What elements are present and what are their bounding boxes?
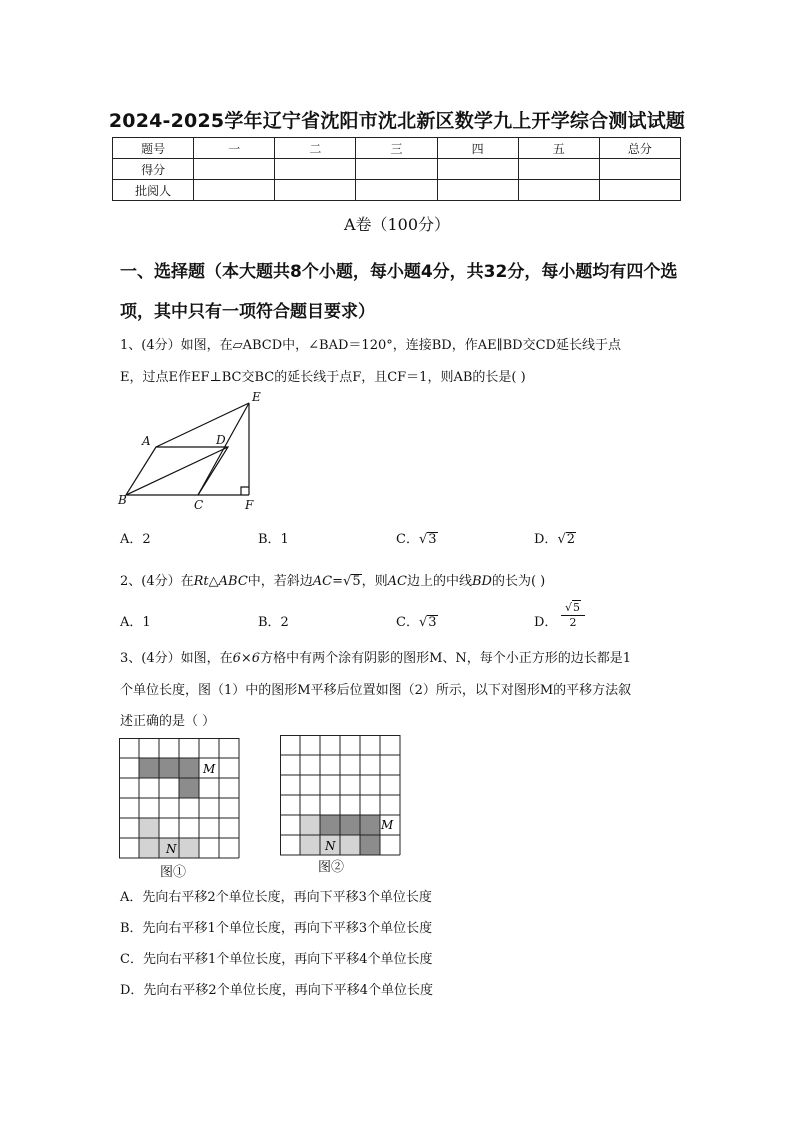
header-cell: 一 [194, 138, 275, 159]
q1-option-c[interactable] [396, 528, 438, 547]
grader-cell[interactable] [275, 180, 356, 201]
q1-line2: E，过点E作EF⊥BC交BC的延长线于点F，且CF＝1，则AB的长是( ) [120, 370, 526, 385]
q2-text: ，则 [361, 574, 388, 589]
q1-line1: 1、(4分）如图，在▱ABCD中，∠BAD＝120°，连接BD，作AE∥BD交CD延长线于点 [120, 338, 621, 353]
q3-line3: 述正确的是（ ） [120, 714, 216, 729]
header-cell: 题号 [113, 138, 194, 159]
radicand: 3 [428, 532, 437, 547]
page-title: 2024-2025学年辽宁省沈阳市沈北新区数学九上开学综合测试试题 [108, 110, 686, 132]
point-label-c: C [194, 498, 204, 512]
point-label-f: F [245, 498, 254, 512]
label-n: N [166, 842, 177, 856]
q3-option-b[interactable]: B．先向右平移1个单位长度，再向下平移3个单位长度 [120, 921, 433, 936]
volume-label: A卷（100分） [343, 215, 451, 234]
row-label: 批阅人 [113, 180, 194, 201]
q3-option-a[interactable]: A．先向右平移2个单位长度，再向下平移3个单位长度 [120, 890, 432, 905]
q2-triangle: Rt△ABC [193, 574, 248, 589]
label-n: N [325, 839, 336, 853]
q2-option-c[interactable] [396, 611, 438, 630]
q2-stem [120, 570, 545, 589]
q1-parallelogram-figure [112, 388, 272, 514]
grid-lines [119, 738, 239, 858]
shape-m-stem [360, 835, 380, 855]
q2-fraction [561, 600, 585, 630]
shape-m-stem [179, 778, 199, 798]
fraction-numerator [561, 600, 585, 616]
q3-text: 3、(4分）如图，在 [120, 651, 233, 666]
q2-text: 中，若斜边 [247, 574, 313, 589]
q2-ac: AC [387, 574, 407, 589]
segment-ae [156, 403, 249, 447]
q3-line2: 个单位长度，图（1）中的图形M平移后位置如图（2）所示，以下对图形M的平移方法叙 [120, 683, 632, 698]
q2-bd: BD [471, 574, 492, 589]
grader-cell[interactable] [599, 180, 680, 201]
q2-text: 边上的中线 [406, 574, 472, 589]
option-letter: C． [396, 532, 419, 547]
score-cell[interactable] [194, 159, 275, 180]
q1-option-b[interactable]: B．1 [258, 532, 289, 547]
score-cell[interactable] [275, 159, 356, 180]
segment-ce [198, 403, 249, 495]
score-cell[interactable] [437, 159, 518, 180]
q2-option-b[interactable]: B．2 [258, 615, 289, 630]
grader-cell[interactable] [356, 180, 437, 201]
radicand: 5 [352, 574, 361, 589]
header-cell: 五 [518, 138, 599, 159]
q3-option-d[interactable]: D．先向右平移2个单位长度，再向下平移4个单位长度 [120, 983, 433, 998]
grader-cell[interactable] [194, 180, 275, 201]
header-cell: 四 [437, 138, 518, 159]
score-row [113, 159, 681, 180]
header-cell: 二 [275, 138, 356, 159]
q1-option-d[interactable] [534, 528, 576, 547]
score-table [112, 137, 681, 201]
header-cell: 三 [356, 138, 437, 159]
q3-figure-2-caption: 图② [318, 860, 345, 875]
q3-line1 [120, 647, 631, 666]
q2-eq: = [332, 574, 344, 589]
score-cell[interactable] [599, 159, 680, 180]
shape-m-top [139, 758, 199, 778]
q3-grid-figure-1 [119, 738, 242, 860]
q2-suffix: 的长为( ) [491, 574, 546, 589]
point-label-a: A [142, 434, 151, 448]
sqrt-sign: √ [343, 574, 352, 589]
q2-option-d[interactable] [534, 611, 557, 630]
grader-cell[interactable] [518, 180, 599, 201]
sqrt-sign: √ [564, 601, 572, 614]
fraction-denominator: 2 [569, 616, 577, 629]
label-m: M [203, 762, 216, 776]
grader-row [113, 180, 681, 201]
right-angle-mark [241, 487, 249, 495]
point-label-b: B [118, 493, 127, 507]
sqrt-sign: √ [418, 615, 428, 630]
q3-option-c[interactable]: C．先向右平移1个单位长度，再向下平移4个单位长度 [120, 952, 433, 967]
row-label: 得分 [113, 159, 194, 180]
q2-option-a[interactable]: A．1 [120, 615, 151, 630]
option-letter: C． [396, 615, 419, 630]
shape-m-top [320, 815, 380, 835]
q3-text: 方格中有两个涂有阴影的图形M、N，每个小正方形的边长都是1 [260, 651, 632, 666]
option-letter: D． [534, 615, 558, 630]
sqrt-sign: √ [557, 532, 566, 547]
score-table-header-row [113, 138, 681, 159]
section-heading: 一、选择题（本大题共8个小题，每小题4分，共32分，每小题均有四个选项，其中只有一项符合题目要求） [120, 262, 678, 322]
header-cell: 总分 [599, 138, 680, 159]
grader-cell[interactable] [437, 180, 518, 201]
q3-grid-figure-2 [280, 735, 403, 857]
radicand: 5 [573, 601, 580, 614]
score-cell[interactable] [518, 159, 599, 180]
score-cell[interactable] [356, 159, 437, 180]
q2-prefix: 2、(4分）在 [120, 574, 194, 589]
option-letter: D． [534, 532, 558, 547]
point-label-e: E [252, 390, 261, 404]
radicand: 3 [428, 615, 437, 630]
q1-option-a[interactable]: A．2 [120, 532, 151, 547]
radicand: 2 [566, 532, 576, 547]
grid-lines [280, 735, 400, 855]
point-label-d: D [216, 433, 226, 447]
sqrt-sign: √ [418, 532, 428, 547]
label-m: M [381, 818, 394, 832]
q3-figure-1-caption: 图① [160, 865, 187, 880]
q2-ac: AC [312, 574, 333, 589]
q3-grid-size: 6×6 [232, 651, 261, 666]
